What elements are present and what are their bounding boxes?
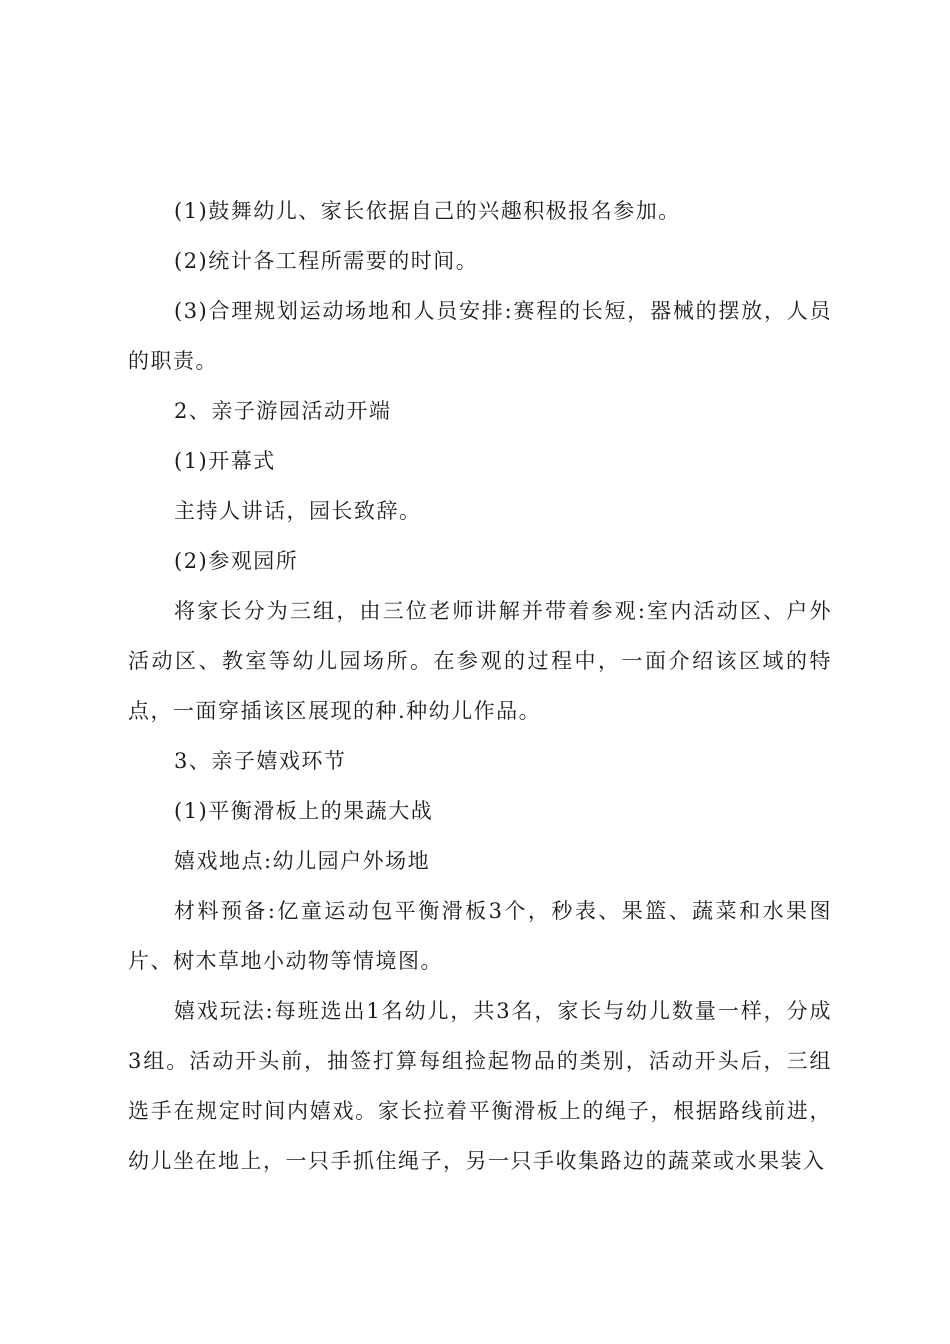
paragraph-visit-heading: (2)参观园所: [174, 549, 299, 573]
paragraph-opening-ceremony: (1)开幕式: [174, 449, 276, 473]
paragraph-game-materials: 材料预备:亿童运动包平衡滑板3个，秒表、果篮、蔬菜和水果图片、树木草地小动物等情境图。: [128, 899, 832, 973]
document-body: [128, 186, 832, 1186]
paragraph-1: (1)鼓舞幼儿、家长依据自己的兴趣积极报名参加。: [174, 199, 681, 223]
paragraph-game-rules: 嬉戏玩法:每班选出1名幼儿，共3名，家长与幼儿数量一样，分成3组。活动开头前，抽签打算每组捡起物品的类别，活动开头后，三组选手在规定时间内嬉戏。家长拉着平衡滑板上的绳子，根据路线前进，幼儿坐在地上，一只手抓住绳子，另一只手收集路边的蔬菜或水果装入: [128, 999, 832, 1173]
paragraph-visit-detail: 将家长分为三组，由三位老师讲解并带着参观:室内活动区、户外活动区、教室等幼儿园场所。在参观的过程中，一面介绍该区域的特点，一面穿插该区展现的种.种幼儿作品。: [128, 599, 832, 723]
section-heading-3: 3、亲子嬉戏环节: [174, 749, 347, 773]
paragraph-game-title: (1)平衡滑板上的果蔬大战: [174, 799, 434, 823]
paragraph-game-location: 嬉戏地点:幼儿园户外场地: [174, 849, 431, 873]
section-heading-2: 2、亲子游园活动开端: [174, 399, 392, 423]
paragraph-3: (3)合理规划运动场地和人员安排:赛程的长短，器械的摆放，人员的职责。: [128, 299, 832, 373]
paragraph-host-speech: 主持人讲话，园长致辞。: [174, 499, 422, 523]
paragraph-2: (2)统计各工程所需要的时间。: [174, 249, 479, 273]
